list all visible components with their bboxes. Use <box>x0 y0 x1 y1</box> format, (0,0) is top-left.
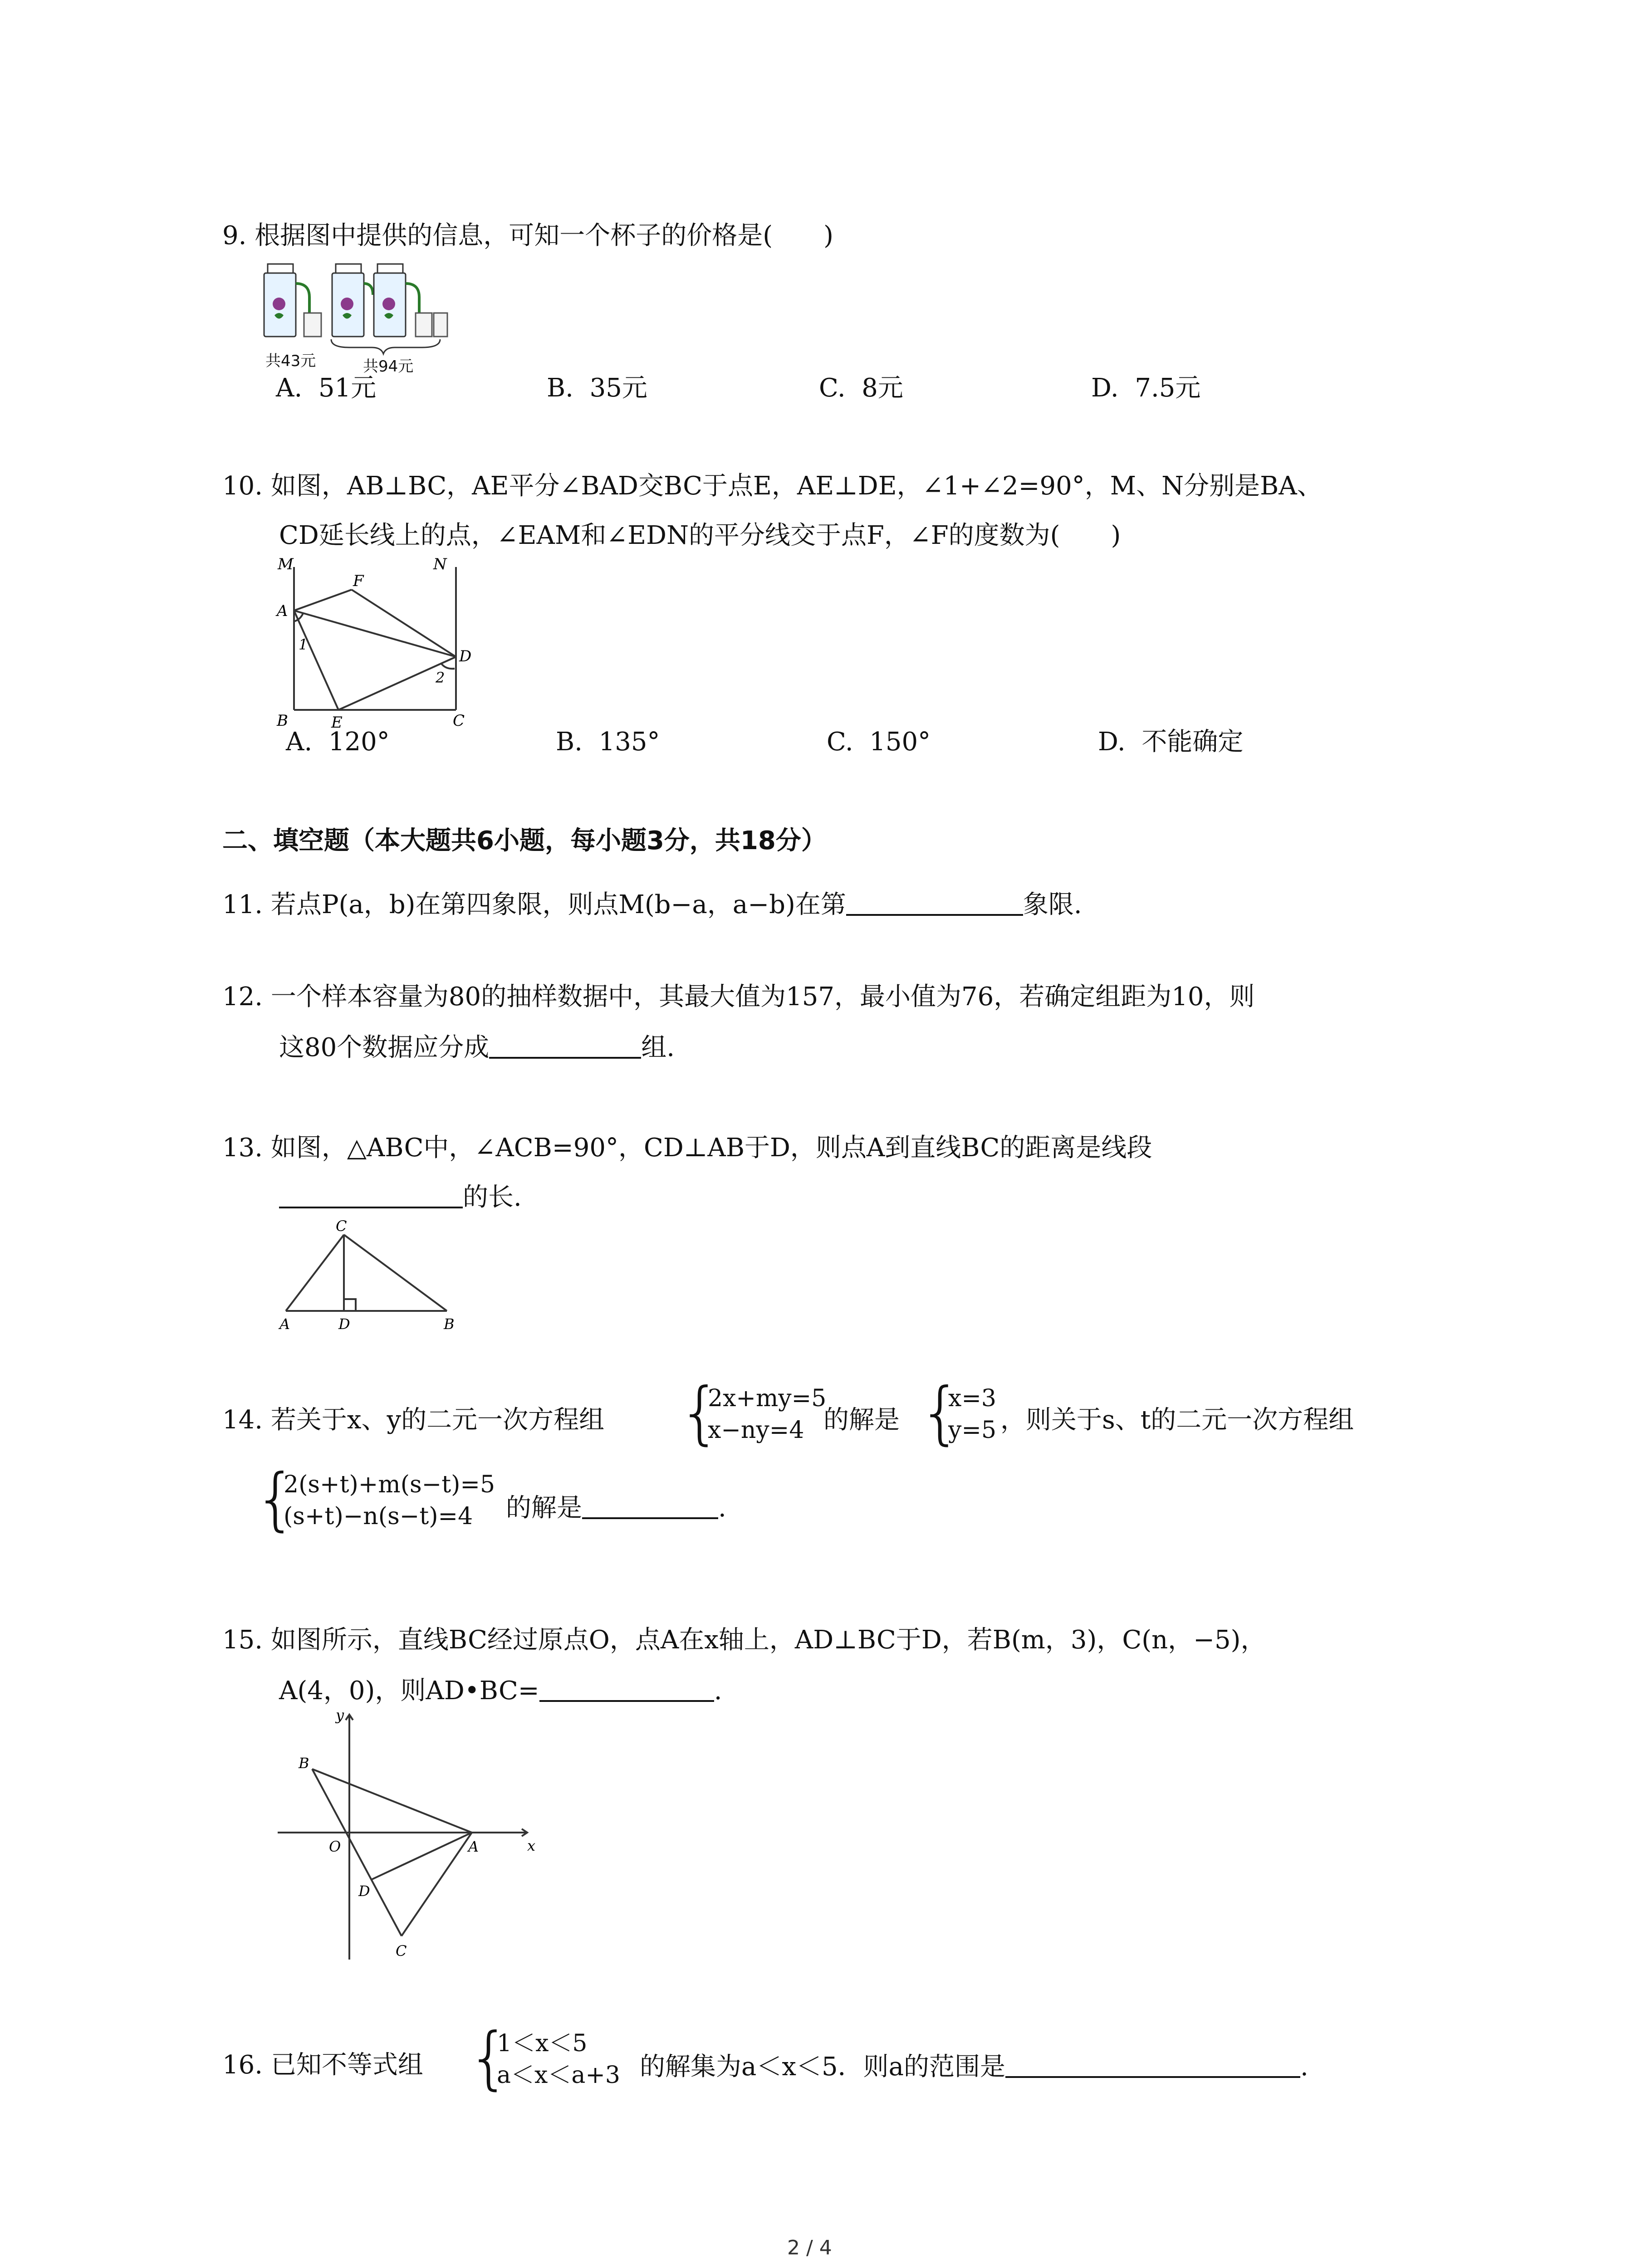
q14-brace-1: { <box>678 1374 722 1452</box>
q10-label-e: E <box>331 714 343 730</box>
q10-label-c: C <box>453 712 465 730</box>
q15-label-b: B <box>299 1755 309 1772</box>
q15-label-y: y <box>336 1706 344 1724</box>
q16-brace: { <box>467 2019 511 2097</box>
q11-answer-blank[interactable] <box>846 887 1023 916</box>
q15-line2: A(4，0)，则AD•BC= . <box>279 1673 722 1707</box>
thermos-icon <box>264 264 309 337</box>
cup-icon <box>416 313 432 337</box>
q14-line1-before: 14. 若关于x、y的二元一次方程组 <box>222 1405 605 1435</box>
q10-label-d: D <box>459 647 472 665</box>
q12-line2: 这80个数据应分成 组. <box>279 1030 675 1064</box>
q9-stem: 9. 根据图中提供的信息，可知一个杯子的价格是( ) <box>222 221 833 250</box>
thermos-icon <box>374 264 419 337</box>
q12-answer-blank[interactable] <box>489 1030 641 1059</box>
q15-label-o: O <box>329 1838 341 1855</box>
q13-figure <box>272 1216 467 1334</box>
q14-answer-blank[interactable] <box>582 1490 718 1519</box>
q10-angle-2: 2 <box>436 669 445 686</box>
q13-line1: 13. 如图，△ABC中，∠ACB=90°，CD⊥AB于D，则点A到直线BC的距离是线段 <box>222 1133 1152 1163</box>
q9-fig-label-left: 共43元 <box>265 352 316 370</box>
q10-figure <box>272 553 490 730</box>
q10-label-f: F <box>353 572 364 590</box>
cup-icon <box>434 313 447 337</box>
q13-label-c: C <box>336 1217 347 1235</box>
q15-line1: 15. 如图所示，直线BC经过原点O，点A在x轴上，AD⊥BC于D，若B(m，3)，C(n，−5)， <box>222 1625 1266 1655</box>
q10-stem-line1: 10. 如图，AB⊥BC，AE平分∠BAD交BC于点E，AE⊥DE，∠1+∠2=90°，M、N分别是BA、 <box>222 471 1323 501</box>
q14-line2: 的解是 . <box>506 1490 726 1525</box>
thermos-icon <box>332 264 373 337</box>
cup-icon <box>304 313 321 337</box>
q10-label-b: B <box>277 712 288 730</box>
q13-label-d: D <box>338 1315 350 1333</box>
q15-label-d: D <box>358 1882 370 1900</box>
q10-option-d: D. 不能确定 <box>1098 727 1244 757</box>
q16-before: 16. 已知不等式组 <box>222 2050 423 2080</box>
q13-answer-blank[interactable] <box>279 1179 463 1208</box>
q10-option-c: C. 150° <box>827 727 931 757</box>
q9-option-c: C. 8元 <box>819 373 903 403</box>
q15-label-c: C <box>396 1942 407 1960</box>
q10-label-m: M <box>278 555 294 573</box>
q14-system-1: 2x+my=5 x−ny=4 <box>708 1385 827 1444</box>
q14-brace-2: { <box>919 1374 962 1452</box>
brace-icon <box>331 339 440 354</box>
q14-after: ，则关于s、t的二元一次方程组 <box>1000 1405 1354 1435</box>
q14-system-2: x=3 y=5 <box>948 1385 997 1444</box>
q14-system-3: 2(s+t)+m(s−t)=5 (s+t)−n(s−t)=4 <box>284 1471 495 1530</box>
q10-stem-line2: CD延长线上的点，∠EAM和∠EDN的平分线交于点F，∠F的度数为( ) <box>279 521 1121 550</box>
q9-option-b: B. 35元 <box>547 373 647 403</box>
q13-label-b: B <box>444 1315 455 1333</box>
q16-after: 的解集为a＜x＜5．则a的范围是 . <box>640 2049 1308 2083</box>
q9-option-d: D. 7.5元 <box>1091 373 1201 403</box>
q13-label-a: A <box>279 1315 290 1333</box>
q11-text: 11. 若点P(a，b)在第四象限，则点M(b−a，a−b)在第 象限. <box>222 887 1082 921</box>
q15-label-a: A <box>468 1838 479 1855</box>
q12-line1: 12. 一个样本容量为80的抽样数据中，其最大值为157，最小值为76，若确定组距为10，则 <box>222 982 1255 1012</box>
q13-line2: 的长. <box>279 1179 522 1214</box>
q15-figure <box>272 1706 544 1969</box>
q16-answer-blank[interactable] <box>1005 2049 1300 2078</box>
section-2-title: 二、填空题（本大题共6小题，每小题3分，共18分） <box>222 826 827 855</box>
q10-label-a: A <box>277 602 288 620</box>
q10-option-a: A. 120° <box>286 727 390 757</box>
q9-fig-label-right: 共94元 <box>363 357 414 376</box>
page-number: 2 / 4 <box>787 2236 832 2259</box>
q16-system: 1＜x＜5 a＜x＜a+3 <box>497 2030 620 2089</box>
q9-option-a: A. 51元 <box>276 373 377 403</box>
q10-option-b: B. 135° <box>556 727 660 757</box>
q15-label-x: x <box>527 1837 536 1854</box>
q10-angle-1: 1 <box>299 636 308 653</box>
q14-brace-3: { <box>254 1460 298 1539</box>
q15-answer-blank[interactable] <box>539 1673 714 1702</box>
q10-label-n: N <box>433 555 447 573</box>
q14-middle: 的解是 <box>823 1405 900 1435</box>
